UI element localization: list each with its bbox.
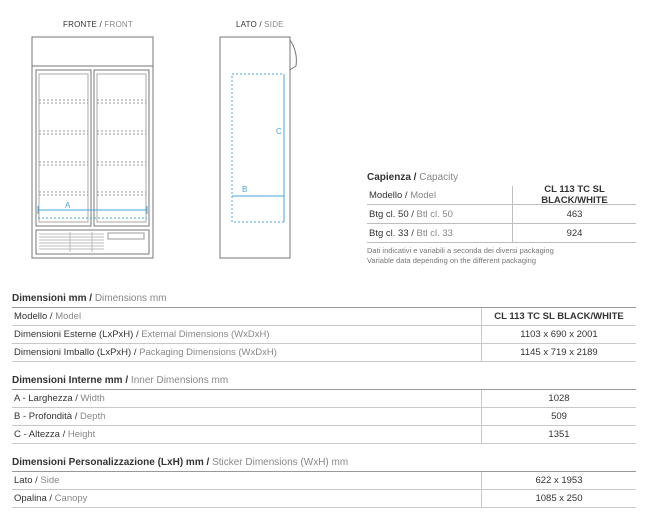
table-row: Btg cl. 50 / Btl cl. 50 463 — [367, 205, 636, 224]
dimensions-table — [12, 307, 636, 362]
table-row: B - Profondità / Depth 509 — [12, 408, 636, 426]
sticker-dimensions-title: Dimensioni Personalizzazione (LxH) mm / Sticker Dimensions (WxH) mm — [12, 457, 349, 468]
table-row: A - Larghezza / Width 1028 — [12, 390, 636, 408]
inner-dimensions-title: Dimensioni Interne mm / Inner Dimensions mm — [12, 375, 229, 386]
side-view-drawing — [220, 37, 296, 258]
front-view-label: FRONTE / FRONT — [63, 20, 133, 29]
dimension-b-label: B — [242, 185, 248, 194]
dimensions-title: Dimensioni mm / Dimensions mm — [12, 293, 167, 304]
table-row: Modello / Model CL 113 TC SL BLACK/WHITE — [367, 186, 636, 205]
capacity-btl50-value: 463 — [566, 208, 583, 220]
dimension-a-line — [38, 206, 147, 218]
sticker-dimensions-table — [12, 471, 636, 508]
table-row: Dimensioni Imballo (LxPxH) / Packaging Dimensions (WxDxH) 1145 x 719 x 2189 — [12, 344, 636, 362]
front-view-drawing — [32, 37, 153, 258]
capacity-model-value: CL 113 TC SL BLACK/WHITE — [541, 184, 608, 206]
side-view-label: LATO / SIDE — [236, 20, 284, 29]
table-row: Lato / Side 622 x 1953 — [12, 472, 636, 490]
inner-dimensions-table — [12, 389, 636, 444]
table-row: Opalina / Canopy 1085 x 250 — [12, 490, 636, 508]
capacity-table — [367, 172, 636, 266]
table-row: Modello / Model CL 113 TC SL BLACK/WHITE — [12, 308, 636, 326]
capacity-note: Dati indicativi e variabili a seconda dei diversi packaging Variable data depending on the different packaging — [367, 246, 554, 265]
dimension-a-label: A — [65, 201, 71, 210]
capacity-btl33-value: 924 — [566, 227, 583, 239]
dimension-c-label: C — [276, 127, 282, 136]
table-row: Btg cl. 33 / Btl cl. 33 924 — [367, 224, 636, 243]
table-row: Dimensioni Esterne (LxPxH) / External Dimensions (WxDxH) 1103 x 690 x 2001 — [12, 326, 636, 344]
dimension-b-line — [232, 74, 284, 222]
capacity-title: Capienza / Capacity — [367, 172, 459, 183]
table-row: C - Altezza / Height 1351 — [12, 426, 636, 444]
